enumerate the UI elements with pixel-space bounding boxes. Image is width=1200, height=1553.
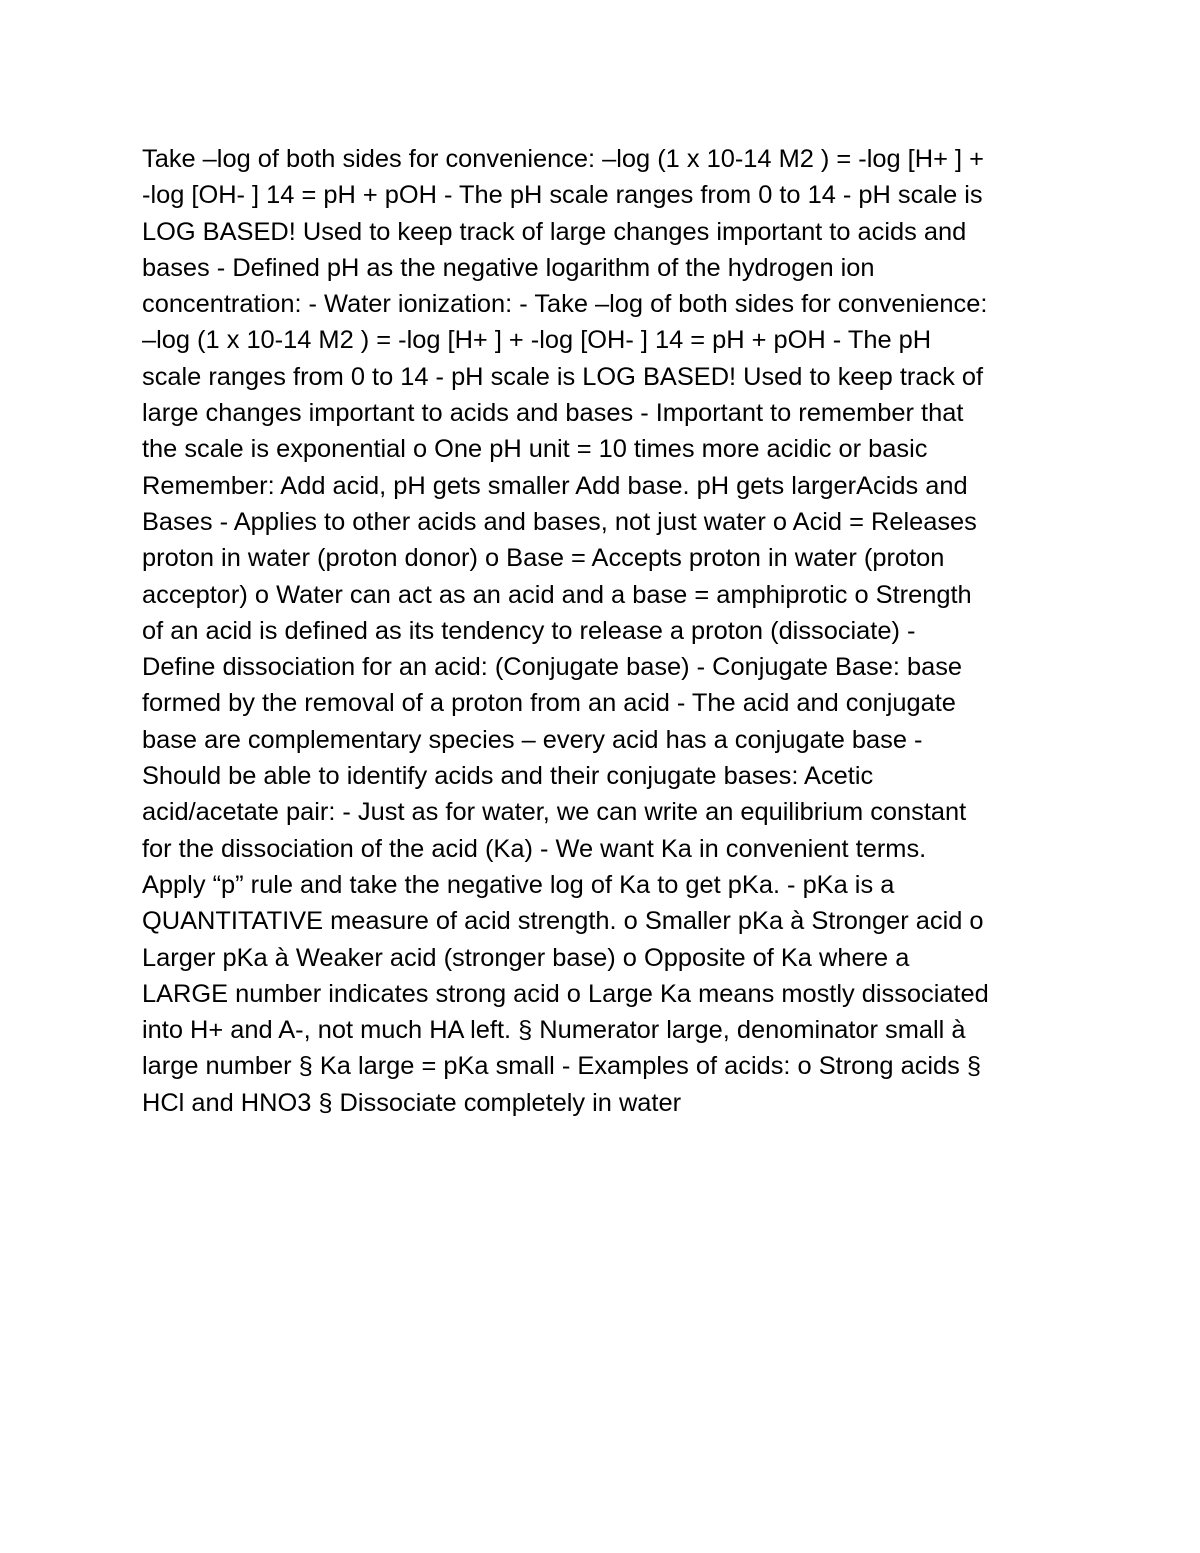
text-line: Take –log of both sides for convenience: –log (1 x 10-14 M2 ) = -log [H+ ] + bbox=[142, 145, 984, 173]
text-line: Apply “p” rule and take the negative log of Ka to get pKa. - pKa is a bbox=[142, 870, 895, 899]
text-line: formed by the removal of a proton from an acid - The acid and conjugate bbox=[142, 689, 956, 718]
text-line: bases - Defined pH as the negative logarithm of the hydrogen ion bbox=[142, 253, 875, 282]
text-line: acid/acetate pair: - Just as for water, we can write an equilibrium constant bbox=[142, 798, 967, 827]
text-line: Bases - Applies to other acids and bases, not just water o Acid = Releases bbox=[142, 507, 977, 536]
text-line: Remember: Add acid, pH gets smaller Add base. pH gets largerAcids and bbox=[142, 471, 968, 500]
text-line: proton in water (proton donor) o Base = Accepts proton in water (proton bbox=[142, 544, 945, 573]
text-line: of an acid is defined as its tendency to release a proton (dissociate) - bbox=[142, 616, 916, 645]
text-line: into H+ and A-, not much HA left. § Numerator large, denominator small à bbox=[142, 1016, 966, 1045]
text-line: Should be able to identify acids and their conjugate bases: Acetic bbox=[142, 762, 874, 791]
text-line: LARGE number indicates strong acid o Large Ka means mostly dissociated bbox=[142, 979, 989, 1008]
text-line: LOG BASED! Used to keep track of large changes important to acids and bbox=[142, 217, 967, 246]
text-line: QUANTITATIVE measure of acid strength. o Smaller pKa à Stronger acid o bbox=[142, 907, 984, 936]
text-line: Larger pKa à Weaker acid (stronger base) o Opposite of Ka where a bbox=[142, 943, 910, 972]
body-text bbox=[142, 141, 1072, 1121]
text-line: -log [OH- ] 14 = pH + pOH - The pH scale ranges from 0 to 14 - pH scale is bbox=[142, 181, 983, 210]
text-line: concentration: - Water ionization: - Take –log of both sides for convenience: bbox=[142, 290, 988, 319]
text-line: HCl and HNO3 § Dissociate completely in water bbox=[142, 1088, 682, 1117]
text-line: the scale is exponential o One pH unit = 10 times more acidic or basic bbox=[142, 435, 928, 464]
text-line: Define dissociation for an acid: (Conjugate base) - Conjugate Base: base bbox=[142, 653, 963, 682]
text-line: for the dissociation of the acid (Ka) - We want Ka in convenient terms. bbox=[142, 834, 927, 863]
text-line: acceptor) o Water can act as an acid and a base = amphiprotic o Strength bbox=[142, 580, 972, 609]
text-line: large number § Ka large = pKa small - Examples of acids: o Strong acids § bbox=[142, 1052, 982, 1081]
text-line: base are complementary species – every acid has a conjugate base - bbox=[142, 725, 923, 754]
text-line: scale ranges from 0 to 14 - pH scale is LOG BASED! Used to keep track of bbox=[142, 362, 984, 391]
text-line: –log (1 x 10-14 M2 ) = -log [H+ ] + -log [OH- ] 14 = pH + pOH - The pH bbox=[142, 326, 932, 355]
text-line: large changes important to acids and bases - Important to remember that bbox=[142, 399, 964, 428]
